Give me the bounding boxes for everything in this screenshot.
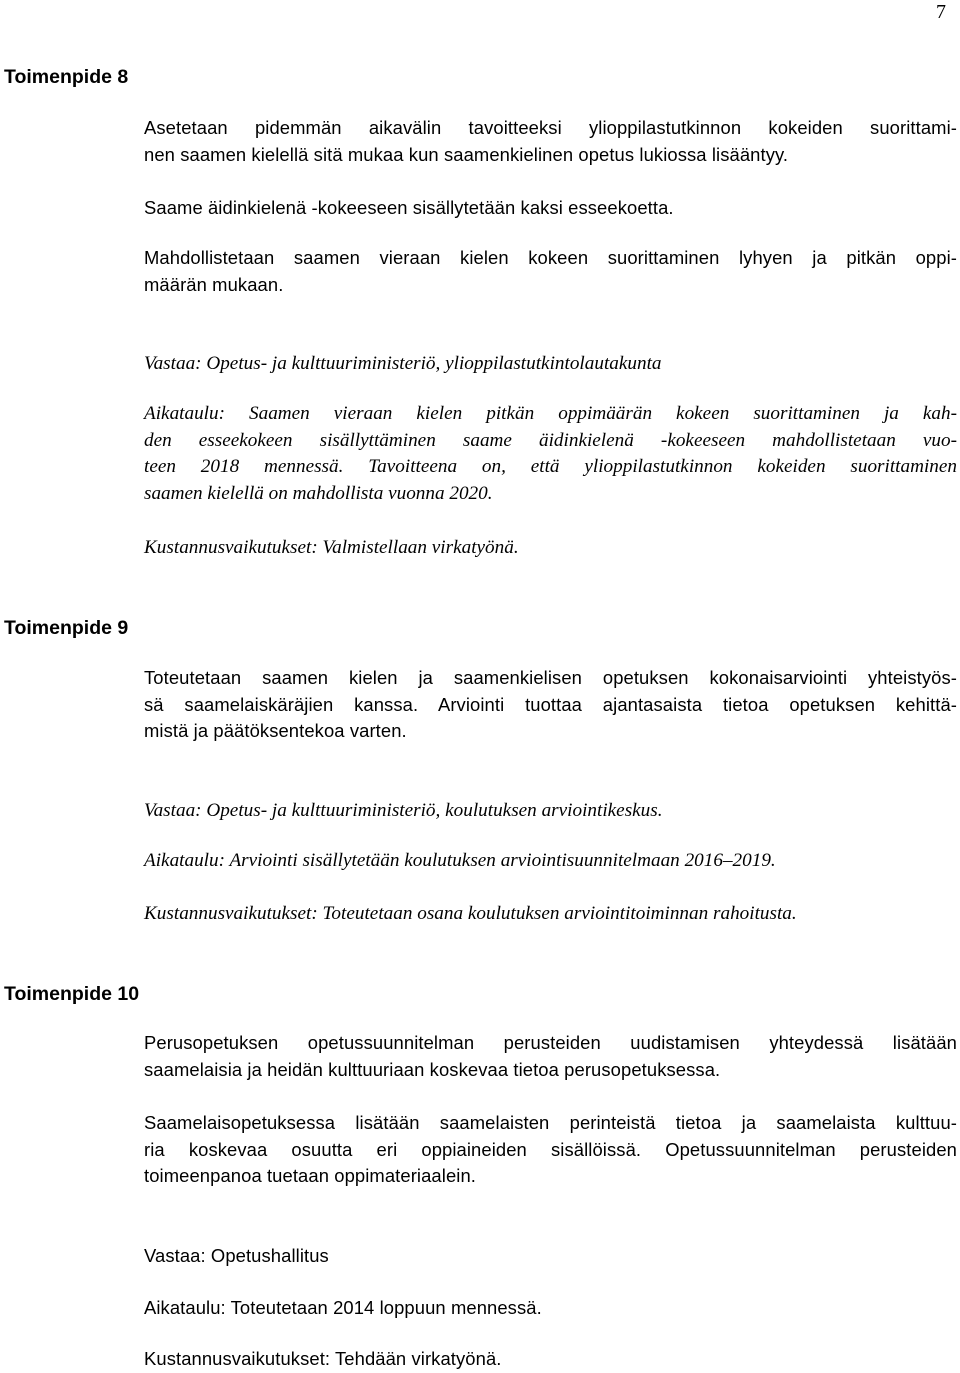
toimenpide-8-paragraph-1	[144, 115, 957, 168]
text-line: Perusopetuksen opetussuunnitelman perusteiden uudistamisen yhteydessä lisätään	[144, 1032, 957, 1053]
toimenpide-10-vastaa: Vastaa: Opetushallitus	[144, 1245, 329, 1266]
text-line: määrän mukaan.	[144, 273, 284, 295]
toimenpide-9-paragraph-1	[144, 665, 957, 745]
text-line: saamen kielellä on mahdollista vuonna 2020.	[144, 482, 493, 504]
text-line: nen saamen kielellä sitä mukaa kun saamenkielinen opetus lukiossa lisääntyy.	[144, 143, 789, 165]
text-line: toimeenpanoa tuetaan oppimateriaalein.	[144, 1165, 477, 1186]
text-line: ria koskevaa osuutta eri oppiaineiden sisällöissä. Opetussuunnitelman perusteiden	[144, 1138, 957, 1160]
text-line: Saame äidinkielenä -kokeeseen sisällytetään kaksi esseekoetta.	[144, 197, 674, 218]
toimenpide-10-paragraph-2	[144, 1110, 957, 1190]
toimenpide-10-kustannusvaikutukset: Kustannusvaikutukset: Tehdään virkatyönä.	[144, 1348, 502, 1369]
toimenpide-8-paragraph-2	[144, 195, 957, 222]
text-line: mistä ja päätöksentekoa varten.	[144, 720, 407, 741]
toimenpide-8-vastaa: Vastaa: Opetus- ja kulttuuriministeriö, ylioppilastutkintolautakunta	[144, 353, 662, 374]
toimenpide-10-paragraph-1	[144, 1030, 957, 1083]
section-heading-toimenpide-8: Toimenpide 8	[4, 66, 129, 88]
text-line: sä saamelaiskäräjien kanssa. Arviointi tuottaa ajantasaista tietoa opetuksen kehittä-	[144, 693, 957, 715]
toimenpide-8-kustannusvaikutukset: Kustannusvaikutukset: Valmistellaan virkatyönä.	[144, 537, 519, 558]
text-line: Aikataulu: Saamen vieraan kielen pitkän oppimäärän kokeen suorittaminen ja kah-	[144, 403, 957, 424]
text-line: Toteutetaan saamen kielen ja saamenkielisen opetuksen kokonaisarviointi yhteistyös-	[144, 667, 957, 688]
section-heading-toimenpide-10: Toimenpide 10	[4, 983, 140, 1005]
page-number: 7	[936, 1, 946, 23]
toimenpide-8-paragraph-3	[144, 245, 957, 298]
text-line: teen 2018 mennessä. Tavoitteena on, että ylioppilastutkinnon kokeiden suorittaminen	[144, 456, 957, 477]
toimenpide-8-aikataulu	[144, 401, 957, 507]
toimenpide-9-aikataulu: Aikataulu: Arviointi sisällytetään koulutuksen arviointisuunnitelmaan 2016–2019.	[144, 850, 776, 871]
toimenpide-10-aikataulu: Aikataulu: Toteutetaan 2014 loppuun mennessä.	[144, 1297, 542, 1318]
text-line: Saamelaisopetuksessa lisätään saamelaisten perinteistä tietoa ja saamelaista kulttuu-	[144, 1112, 957, 1133]
text-line: Mahdollistetaan saamen vieraan kielen kokeen suorittaminen lyhyen ja pitkän oppi-	[144, 247, 957, 268]
toimenpide-9-kustannusvaikutukset: Kustannusvaikutukset: Toteutetaan osana koulutuksen arviointitoiminnan rahoitusta.	[144, 903, 797, 924]
text-line: saamelaisia ja heidän kulttuuriaan koskevaa tietoa perusopetuksessa.	[144, 1058, 721, 1080]
text-line: den esseekokeen sisällyttäminen saame äidinkielenä -kokeeseen mahdollistetaan vuo-	[144, 429, 957, 451]
section-heading-toimenpide-9: Toimenpide 9	[4, 617, 129, 639]
toimenpide-9-vastaa: Vastaa: Opetus- ja kulttuuriministeriö, koulutuksen arviointikeskus.	[144, 800, 663, 821]
text-line: Asetetaan pidemmän aikavälin tavoitteeksi ylioppilastutkinnon kokeiden suorittami-	[144, 117, 957, 138]
